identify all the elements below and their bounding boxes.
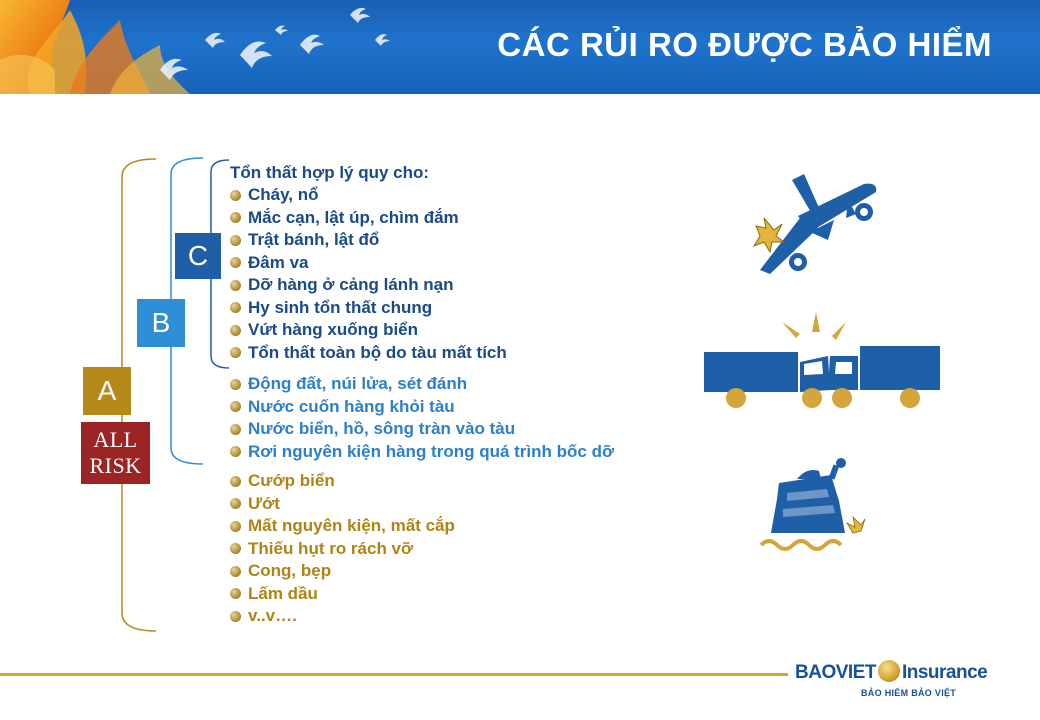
bullet-dot-icon	[230, 401, 241, 412]
truck-collision-icon	[700, 312, 945, 414]
ship-sinking-icon	[757, 453, 867, 553]
bullet-dot-icon	[230, 543, 241, 554]
list-item-text: Mắc cạn, lật úp, chìm đắm	[248, 207, 459, 227]
list-item	[230, 441, 614, 464]
list-item-text: Thiếu hụt ro rách vỡ	[248, 538, 414, 558]
list-item	[230, 560, 455, 583]
bullet-dot-icon	[230, 611, 241, 622]
coverage-a-list	[230, 470, 455, 628]
bullet-dot-icon	[230, 212, 241, 223]
page-title: CÁC RỦI RO ĐƯỢC BẢO HIỂM	[497, 26, 992, 63]
level-c-label: C	[175, 233, 221, 279]
bullet-dot-icon	[230, 446, 241, 457]
bullet-dot-icon	[230, 521, 241, 532]
logo-suffix: Insurance	[901, 662, 988, 683]
bullet-dot-icon	[230, 235, 241, 246]
footer-divider	[0, 673, 788, 676]
list-item-text: v..v….	[248, 606, 297, 625]
list-item-text: Cháy, nổ	[248, 185, 319, 204]
list-item-text: Ướt	[248, 493, 280, 513]
bullet-dot-icon	[230, 566, 241, 577]
list-item-text: Động đất, núi lửa, sét đánh	[248, 374, 468, 393]
level-b-label: B	[137, 299, 185, 347]
list-item-text: Hy sinh tổn thất chung	[248, 297, 433, 317]
plane-crash-icon	[752, 170, 882, 275]
list-item-text: Tổn thất toàn bộ do tàu mất tích	[248, 342, 507, 362]
list-item	[230, 583, 455, 606]
bullet-dot-icon	[230, 257, 241, 268]
list-item	[230, 515, 455, 538]
list-item-text: Cướp biển	[248, 471, 335, 490]
list-item-text: Lấm dầu	[248, 583, 318, 603]
bullet-dot-icon	[230, 190, 241, 201]
list-item	[230, 184, 507, 207]
list-item	[230, 605, 455, 628]
list-item-text: Rơi nguyên kiện hàng trong quá trình bốc dỡ	[248, 441, 615, 461]
all-risk-line1: ALL	[93, 427, 138, 452]
list-item	[230, 207, 507, 230]
level-a-label: A	[83, 367, 131, 415]
list-item	[230, 229, 507, 252]
list-item	[230, 470, 455, 493]
bullet-dot-icon	[230, 302, 241, 313]
list-item	[230, 252, 507, 275]
logo-tagline: BẢO HIỂM BẢO VIỆT	[861, 688, 957, 698]
list-item-text: Trật bánh, lật đổ	[248, 230, 380, 249]
coverage-c-list	[230, 162, 507, 364]
list-item	[230, 297, 507, 320]
list-item-text: Đâm va	[248, 252, 309, 272]
bullet-dot-icon	[230, 476, 241, 487]
list-item-text: Mất nguyên kiện, mất cắp	[248, 516, 455, 535]
bullet-dot-icon	[230, 280, 241, 291]
bullet-dot-icon	[230, 498, 241, 509]
logo-brand: BAOVIET	[795, 662, 876, 683]
list-item	[230, 396, 614, 419]
all-risk-line2: RISK	[89, 453, 142, 478]
list-item	[230, 342, 507, 365]
bullet-dot-icon	[230, 347, 241, 358]
header-banner	[0, 0, 1040, 94]
bullet-dot-icon	[230, 424, 241, 435]
bullet-dot-icon	[230, 325, 241, 336]
list-item	[230, 418, 614, 441]
list-item	[230, 493, 455, 516]
list-item-text: Cong, bẹp	[248, 561, 332, 580]
list-item	[230, 373, 614, 396]
bullet-dot-icon	[230, 379, 241, 390]
bullet-dot-icon	[230, 588, 241, 599]
list-item	[230, 319, 507, 342]
list-item	[230, 274, 507, 297]
baoviet-globe-icon	[878, 660, 900, 682]
list-item-text: Vứt hàng xuống biển	[248, 320, 419, 339]
all-risk-badge	[81, 422, 150, 484]
coverage-c-title: Tổn thất hợp lý quy cho:	[230, 163, 430, 182]
list-item-text: Nước biển, hồ, sông tràn vào tàu	[248, 419, 516, 438]
baoviet-logo	[795, 656, 1025, 706]
coverage-b-list	[230, 373, 614, 463]
list-item	[230, 538, 455, 561]
list-item-text: Nước cuốn hàng khỏi tàu	[248, 396, 455, 416]
list-item-text: Dỡ hàng ở cảng lánh nạn	[248, 275, 454, 294]
